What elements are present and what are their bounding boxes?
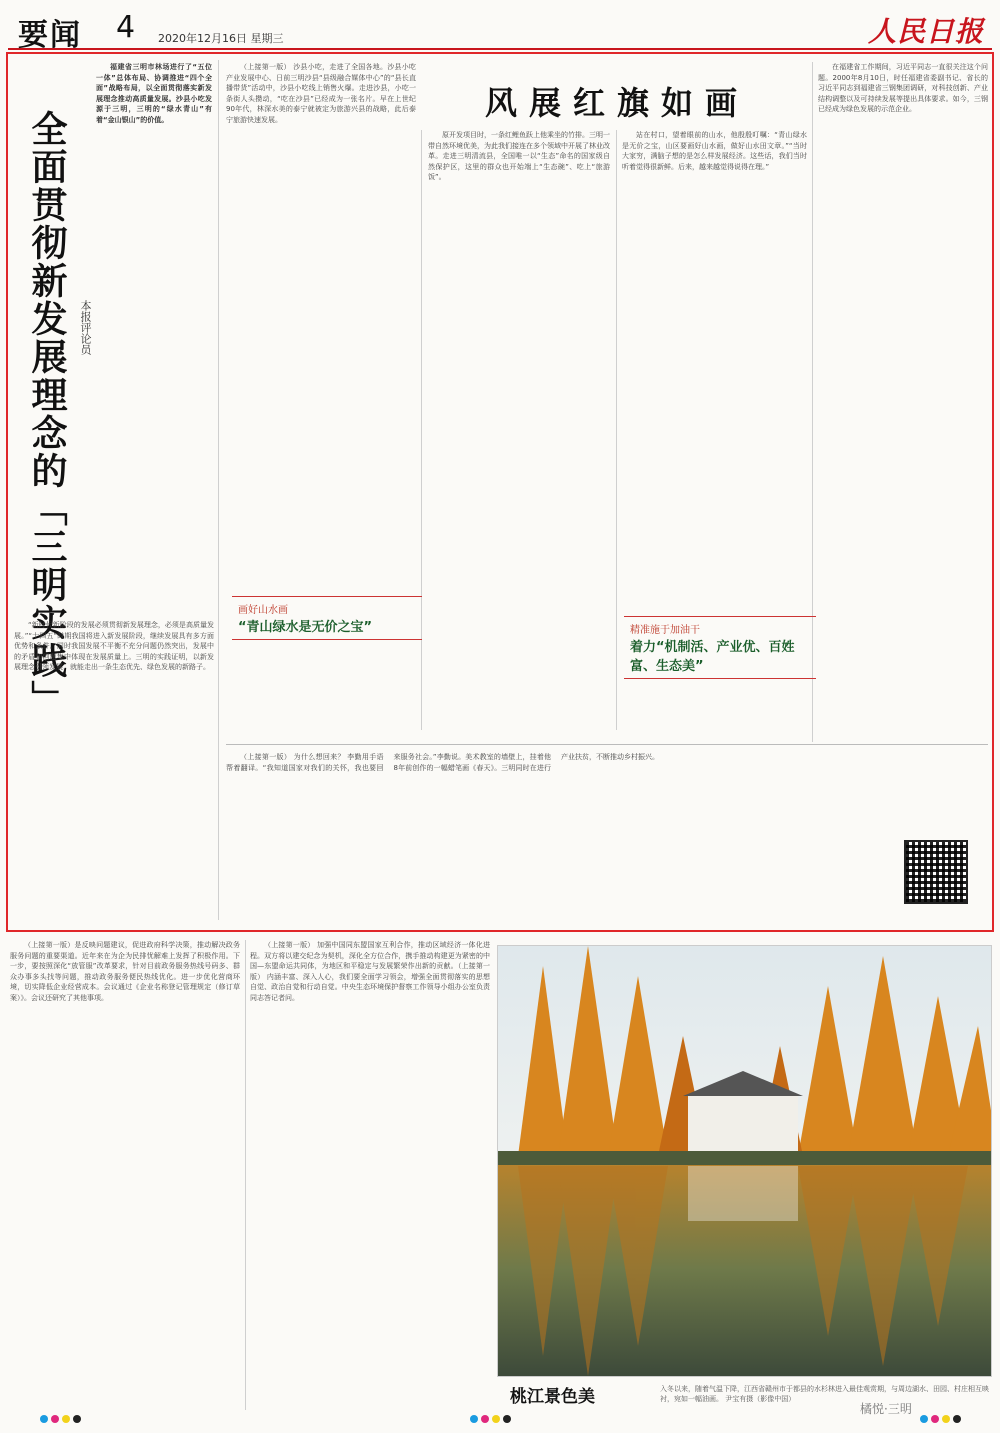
feature-col4-text: 在福建省工作期间，习近平同志一直很关注这个问题。2000年8月10日，时任福建省委副书记、省长的习近平同志到福建省三钢集团调研，对科技创新、产业结构调整以及可持续发展等提出具体要求。如今，三钢已经成为绿色发展的示范企业。 xyxy=(818,63,988,113)
commentary-body-text: “新时代新阶段的发展必须贯彻新发展理念，必须是高质量发展。”“十四五”时期我国将进入新发展阶段，继续发展具有多方面优势和条件。同时我国发展不平衡不充分问题仍然突出，发展中的矛盾和问题集中体现在发展质量上。三明的实践证明，以新发展理念引领发展，就能走出一条生态优先、绿色发展的新路子。 xyxy=(14,621,214,671)
feature-column-4 xyxy=(818,62,988,742)
photo-caption xyxy=(660,1384,990,1404)
subhead-1-title: “青山绿水是无价之宝” xyxy=(238,620,373,635)
subhead-1 xyxy=(232,596,422,640)
photo-illustration xyxy=(498,946,991,1376)
feature-col2-text: 原开发项目时，一条红鲤鱼跃上他乘坐的竹排。三明一带自然环境优美，为此我们接连在多个领域中开展了林业改革。走进三明清流县，全国唯一以“生态”命名的国家级自然保护区，这里的群众也开始端上“生态碗”、吃上“旅游饭”。 xyxy=(428,131,610,181)
commentary-lead-text: 福建省三明市林场进行了“五位一体”总体布局、协调推进“四个全面”战略布局，以全面贯彻落实新发展理念推动高质量发展。沙县小吃发源于三明，三明的“绿水青山”有着“金山银山”的价值。 xyxy=(96,63,212,124)
photo-title: 桃江景色美 xyxy=(510,1387,595,1407)
feature-lower xyxy=(226,752,886,902)
left-lower-article xyxy=(10,940,240,1410)
mid-lower-article xyxy=(250,940,490,1410)
registration-dots-right xyxy=(920,1415,961,1423)
photo-credit: 尹宝有摄（影像中国） xyxy=(725,1395,796,1403)
subhead-1-kicker: 画好山水画 xyxy=(238,605,288,616)
commentary-title: 全面贯彻新发展理念的「三明实践」 xyxy=(26,110,68,718)
subhead-2 xyxy=(624,616,816,679)
photo-watermark: 橘悦·三明 xyxy=(860,1402,912,1416)
subhead-2-title: 着力“机制活、产业优、百姓富、生态美” xyxy=(630,640,795,674)
commentary-lead xyxy=(96,62,212,622)
feature-col3-text: 站在村口，望着眼前的山水，他殷殷叮嘱：“青山绿水是无价之宝，山区要画好山水画，做好山水田文章。”“当时大家穷，满脑子想的是怎么样发展经济。这些话，我们当时听着觉得很新鲜。后来，越来越觉得说得在理。” xyxy=(622,131,807,171)
issue-date: 2020年12月16日 星期三 xyxy=(158,32,284,45)
mid-lower-text: （上接第一版） 加强中国同东盟国家互利合作，推动区域经济一体化进程。双方将以建交纪念为契机，深化全方位合作，携手推动构建更为紧密的中国—东盟命运共同体，为地区和平稳定与发展繁荣作出新的贡献。（上接第一版） 内涵丰富、深入人心，我们要全面学习领会，增强全面贯彻落实的思想自觉、政治自觉和行动自觉。中央生态环境保护督察工作领导小组办公室负责同志答记者问。 xyxy=(250,941,490,1002)
feature-title: 风展红旗如画 xyxy=(485,84,750,122)
qr-code-icon xyxy=(904,840,968,904)
masthead xyxy=(8,8,992,53)
photo-caption-text: 入冬以来，随着气温下降，江西省赣州市于都县的水杉林进入最佳观赏期，与周边湖水、田园、村庄相互映衬，宛如一幅油画。 xyxy=(660,1385,989,1403)
commentary-byline: 本报评论员 xyxy=(79,300,92,355)
feature-col1-text: （上接第一版） 沙县小吃，走进了全国各地。沙县小吃产业发展中心、日前三明沙县“县级融合媒体中心”的“县长直播带货”活动中，沙县小吃线上销售火爆。走进沙县，小吃一条街人头攒动，“吃在沙县”已经成为一张名片。早在上世纪90年代，林深水美的泰宁就被定为旅游兴县的战略，此后泰宁旅游快速发展。 xyxy=(226,63,416,124)
feature-column-3 xyxy=(622,130,807,610)
newspaper-logo: 人民日报 xyxy=(867,15,984,48)
feature-column-2 xyxy=(428,130,610,730)
section-name: 要闻 xyxy=(18,18,82,53)
feature-column-1 xyxy=(226,62,416,602)
landscape-photo xyxy=(497,945,992,1377)
registration-dots-center xyxy=(470,1415,511,1423)
commentary-body xyxy=(14,620,214,920)
page-number: 4 xyxy=(116,10,136,45)
left-lower-text: （上接第一版）是反映问题建议，促进政府科学决策，推动解决政务服务问题的重要渠道。近年来在为企为民排忧解难上发挥了积极作用。下一步，要按照深化“放管服”改革要求，针对目前政务服务热线号码多、群众办事多头找等问题，推动政务服务便民热线优化。进一步优化营商环境，切实降低企业经营成本。会议通过《企业名称登记管理规定（修订草案）》。会议还研究了其他事项。 xyxy=(10,941,240,1002)
feature-lower-text: （上接第一版） 为什么想回来？ 李勤用手语帮着翻译。“我知道国家对我们的关怀，我也要回来服务社会。”李勤说。美术教室的墙壁上，挂着他8年前创作的一幅蜡笔画《春天》。三明同时在进行产业扶贫，不断推动乡村振兴。 xyxy=(226,753,659,772)
registration-dots-left xyxy=(40,1415,81,1423)
subhead-2-kicker: 精准施于加油干 xyxy=(630,625,700,636)
